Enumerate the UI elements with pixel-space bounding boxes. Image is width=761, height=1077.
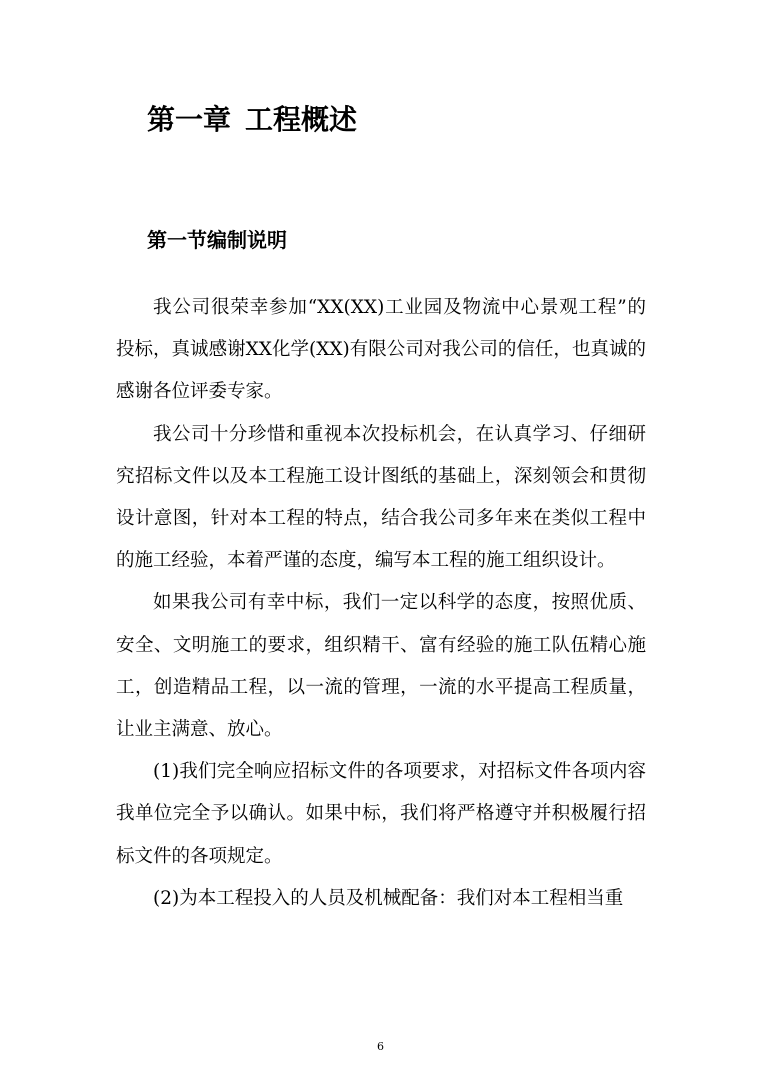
- page-number: 6: [377, 1040, 384, 1053]
- paragraph: (1)我们完全响应招标文件的各项要求，对招标文件各项内容我单位完全予以确认。如果中标，我们将严格遵守并积极履行招标文件的各项规定。: [116, 761, 646, 867]
- paragraph: (2)为本工程投入的人员及机械配备：我们对本工程相当重: [153, 887, 624, 909]
- chapter-name: 工程概述: [245, 103, 358, 136]
- paragraph: 我公司十分珍惜和重视本次投标机会，在认真学习、仔细研究招标文件以及本工程施工设计图纸的基础上，深刻领会和贯彻设计意图，针对本工程的特点，结合我公司多年来在类似工程中的施工经验，本着严谨的态度，编写本工程的施工组织设计。: [116, 423, 646, 572]
- chapter-title: [147, 100, 357, 140]
- body-text: [116, 287, 646, 920]
- paragraph: 如果我公司有幸中标，我们一定以科学的态度，按照优质、安全、文明施工的要求，组织精干、富有经验的施工队伍精心施工，创造精品工程，以一流的管理，一流的水平提高工程质量，让业主满意、放心。: [116, 592, 646, 741]
- chapter-label: 第一章: [147, 103, 232, 136]
- section-title: 第一节编制说明: [147, 228, 287, 252]
- paragraph: 我公司很荣幸参加“XX(XX)工业园及物流中心景观工程”的投标，真诚感谢XX化学(XX)有限公司对我公司的信任，也真诚的感谢各位评委专家。: [116, 297, 646, 403]
